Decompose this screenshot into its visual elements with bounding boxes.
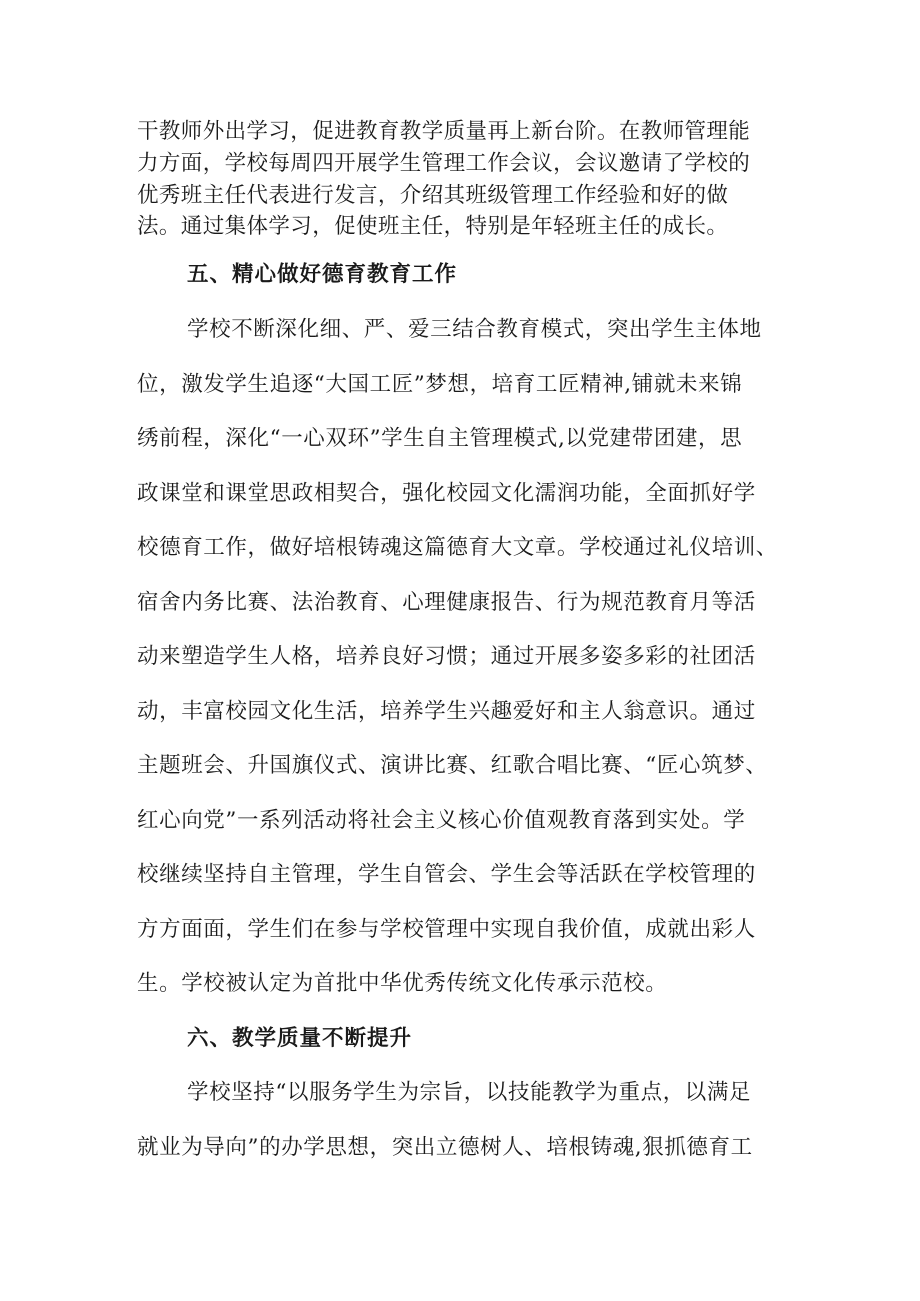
section5-line-5: 校德育工作，做好培根铸魂这篇德育大文章。学校通过礼仪培训、 — [137, 535, 778, 560]
section6-heading: 六、教学质量不断提升 — [187, 1026, 413, 1051]
intro-line-3: 优秀班主任代表进行发言，介绍其班级管理工作经验和好的做 — [137, 183, 729, 208]
section5-line-3: 绣前程，深化“一心双环”学生自主管理模式,以党建带团建，思 — [137, 426, 743, 451]
section5-heading: 五、精心做好德育教育工作 — [187, 262, 458, 287]
section5-line-1: 学校不断深化细、严、爱三结合教育模式，突出学生主体地 — [187, 317, 762, 342]
section5-line-6: 宿舍内务比赛、法治教育、心理健康报告、行为规范教育月等活 — [137, 590, 756, 615]
section5-line-10: 红心向党”一系列活动将社会主义核心价值观教育落到实处。学 — [137, 808, 746, 833]
section5-line-2: 位，激发学生追逐“大国工匠”梦想，培育工匠精神,铺就未来锦 — [137, 372, 743, 397]
section5-line-12: 方方面面，学生们在参与学校管理中实现自我价值，成就出彩人 — [137, 917, 756, 942]
intro-line-1: 干教师外出学习，促进教育教学质量再上新台阶。在教师管理能 — [137, 119, 751, 144]
section5-line-13: 生。学校被认定为首批中华优秀传统文化传承示范校。 — [137, 971, 668, 996]
intro-line-2: 力方面，学校每周四开展学生管理工作会议，会议邀请了学校的 — [137, 151, 751, 176]
section5-line-9: 主题班会、升国旗仪式、演讲比赛、红歌合唱比赛、“匠心筑梦、 — [137, 753, 768, 778]
section5-line-11: 校继续坚持自主管理，学生自管会、学生会等活跃在学校管理的 — [137, 862, 756, 887]
section5-line-4: 政课堂和课堂思政相契合，强化校园文化濡润功能，全面抓好学 — [137, 481, 756, 506]
section6-line-1: 学校坚持“以服务学生为宗旨，以技能教学为重点，以满足 — [187, 1080, 752, 1105]
intro-line-4: 法。通过集体学习，促使班主任，特别是年轻班主任的成长。 — [137, 214, 729, 239]
section5-line-8: 动，丰富校园文化生活，培养学生兴趣爱好和主人翁意识。通过 — [137, 699, 756, 724]
section6-line-2: 就业为导向”的办学思想，突出立德树人、培根铸魂,狠抓德育工 — [137, 1135, 753, 1160]
section5-line-7: 动来塑造学生人格，培养良好习惯；通过开展多姿多彩的社团活 — [137, 644, 756, 669]
